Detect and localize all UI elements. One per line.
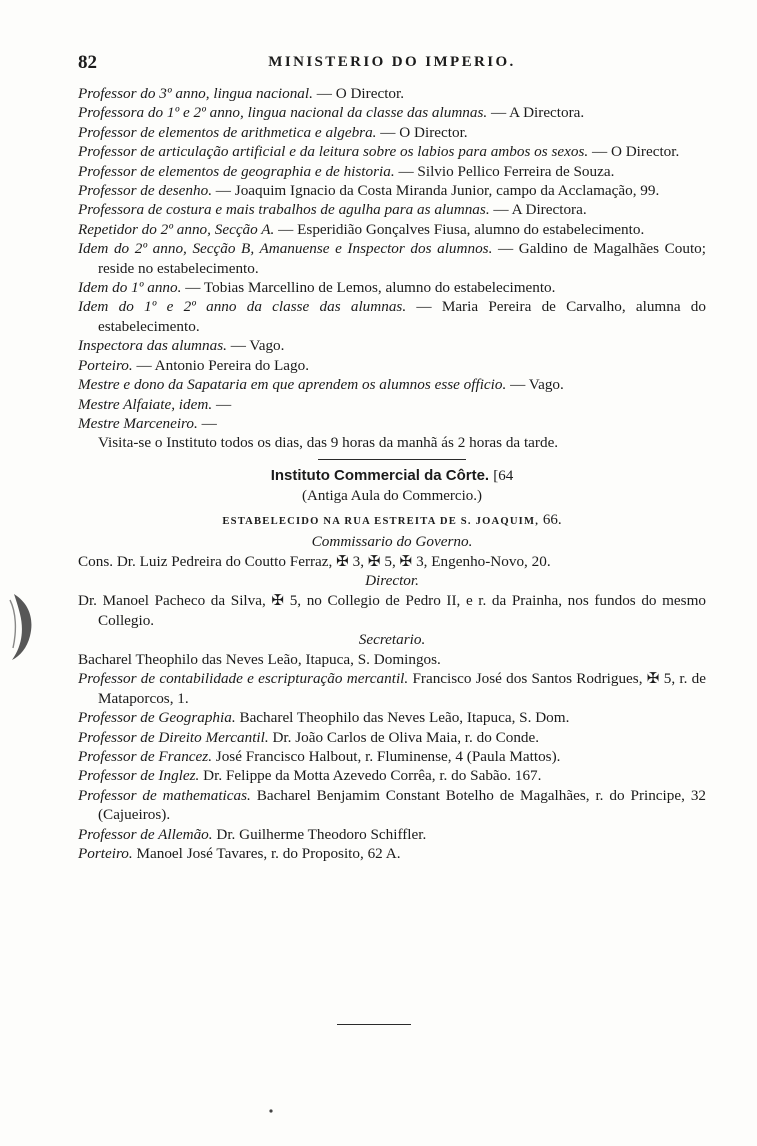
staff-entry: Idem do 1º e 2º anno da classe das alumnas. — Maria Pereira de Carvalho, alumna do estabelecimento.	[78, 298, 706, 335]
professor-entry: Professor de Allemão. Dr. Guilherme Theodoro Schiffler.	[78, 825, 427, 843]
section-title: Instituto Commercial da Côrte. [64	[270, 466, 514, 484]
secretario-heading: Secretario.	[358, 630, 426, 648]
staff-entry: Professor de elementos de geographia e de historia. — Silvio Pellico Ferreira de Souza.	[78, 162, 615, 180]
page-number: 82	[78, 52, 97, 73]
visiting-hours-note: Visita-se o Instituto todos os dias, das 9 horas da manhã ás 2 horas da tarde.	[98, 434, 559, 452]
page-header	[78, 52, 706, 76]
commissario-entry: Cons. Dr. Luiz Pedreira do Coutto Ferraz, ✠ 3, ✠ 5, ✠ 3, Engenho-Novo, 20.	[78, 552, 551, 570]
running-title: MINISTERIO DO IMPERIO.	[268, 54, 516, 70]
staff-entry: Inspectora das alumnas. — Vago.	[78, 337, 285, 355]
professor-entry: Professor de Direito Mercantil. Dr. João Carlos de Oliva Maia, r. do Conde.	[78, 728, 540, 746]
staff-entry: Idem do 2º anno, Secção B, Amanuense e Inspector dos alumnos. — Galdino de Magalhães Couto; reside no estabelecimento.	[78, 240, 706, 277]
binding-mark-icon	[8, 590, 38, 662]
end-divider	[337, 1024, 411, 1025]
staff-entry: Repetidor do 2º anno, Secção A. — Esperidião Gonçalves Fiusa, alumno do estabelecimento.	[78, 220, 645, 238]
professor-entry: Professor de Inglez. Dr. Felippe da Motta Azevedo Corrêa, r. do Sabão. 167.	[78, 767, 542, 785]
professor-entry: Porteiro. Manoel José Tavares, r. do Proposito, 62 A.	[78, 845, 401, 862]
staff-entry: Professora do 1º e 2º anno, lingua nacional da classe das alumnas. — A Directora.	[78, 104, 585, 122]
commissario-heading: Commissario do Governo.	[311, 532, 473, 550]
staff-entry: Professor de elementos de arithmetica e algebra. — O Director.	[78, 123, 468, 141]
section-divider	[318, 459, 466, 460]
section-instituto-surdos	[78, 84, 706, 453]
professor-entry: Professor de mathematicas. Bacharel Benjamim Constant Botelho de Magalhães, r. do Principe, 32 (Cajueiros).	[78, 786, 707, 824]
staff-entry: Mestre Marceneiro. —	[78, 414, 217, 432]
director-heading: Director.	[365, 572, 419, 590]
ink-speck-icon	[268, 1108, 274, 1114]
staff-entry: Professor de articulação artificial e da leitura sobre os labios para ambos os sexos. — O Director.	[78, 143, 680, 161]
staff-entry: Professora de costura e mais trabalhos de agulha para as alumnas. — A Directora.	[78, 201, 587, 219]
section-address: ESTABELECIDO NA RUA ESTREITA DE S. JOAQUIM, 66.	[222, 511, 562, 528]
section-instituto-commercial	[78, 466, 706, 864]
staff-entry: Professor do 3º anno, lingua nacional. — O Director.	[78, 85, 405, 102]
staff-entry: Porteiro. — Antonio Pereira do Lago.	[78, 356, 310, 374]
section-subtitle: (Antiga Aula do Commercio.)	[302, 487, 482, 504]
professor-entry: Professor de contabilidade e escripturação mercantil. Francisco José dos Santos Rodrigues, ✠ 5, r. de Mataporcos, 1.	[78, 670, 706, 707]
staff-entry: Professor de desenho. — Joaquim Ignacio da Costa Miranda Junior, campo da Acclamação, 99.	[78, 182, 660, 200]
director-entry: Dr. Manoel Pacheco da Silva, ✠ 5, no Collegio de Pedro II, e r. da Prainha, nos fundos do mesmo Collegio.	[78, 592, 706, 629]
section-title-ref: [64	[493, 467, 514, 484]
secretario-entry: Bacharel Theophilo das Neves Leão, Itapuca, S. Domingos.	[78, 650, 441, 668]
staff-entry: Mestre e dono da Sapataria em que aprendem os alumnos esse officio. — Vago.	[78, 376, 564, 394]
staff-entry: Idem do 1º anno. — Tobias Marcellino de Lemos, alumno do estabelecimento.	[78, 279, 556, 297]
professor-entry: Professor de Geographia. Bacharel Theophilo das Neves Leão, Itapuca, S. Dom.	[78, 709, 570, 727]
document-page	[78, 52, 706, 863]
professor-entry: Professor de Francez. José Francisco Halbout, r. Fluminense, 4 (Paula Mattos).	[78, 747, 561, 765]
staff-entry: Mestre Alfaiate, idem. —	[78, 395, 232, 413]
